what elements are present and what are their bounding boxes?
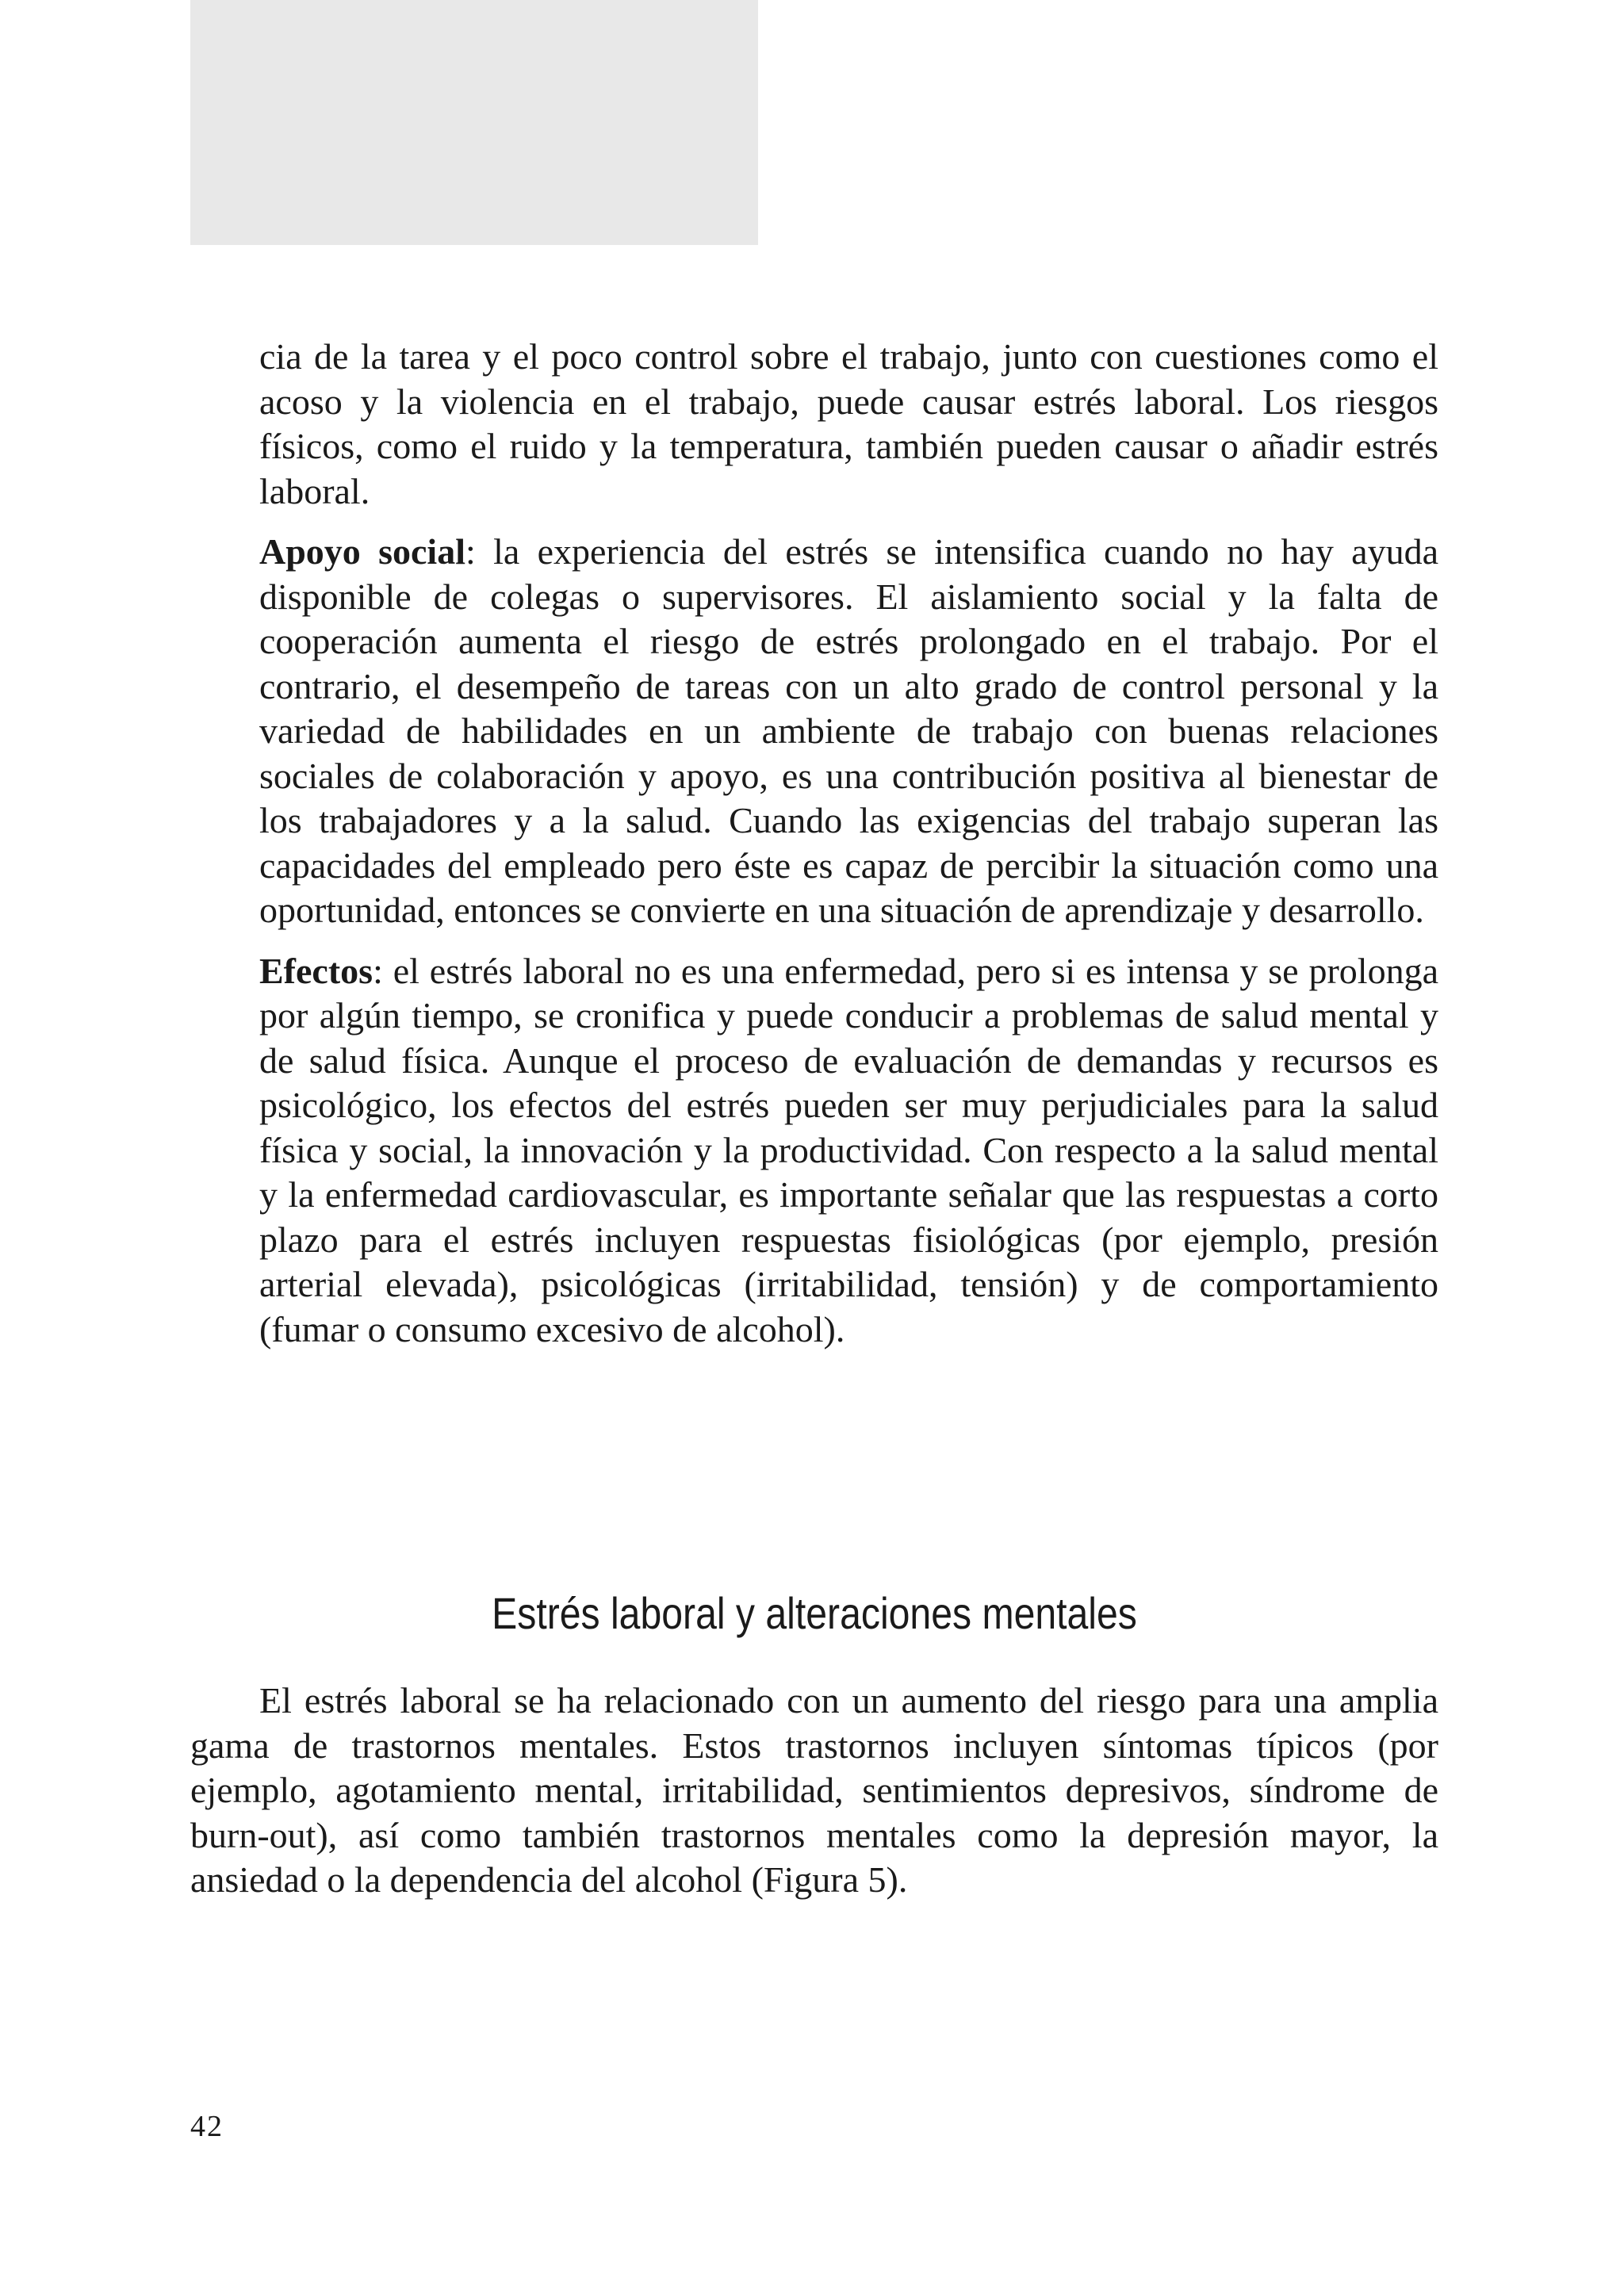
text-efectos: : el estrés laboral no es una enfermedad, pero si es intensa y se prolonga por algún tiempo, se cronifica y puede conducir a problemas de salud mental y de salud física. Aunque el proceso de evaluación de demandas y recursos es psicológico, los efectos del estrés pueden ser muy perjudiciales para la salud física y social, la innovación y la productividad. Con respecto a la salud mental y la enfermedad cardiovascular, es importante señalar que las respuestas a corto plazo para el estrés incluyen respuestas fisiológicas (por ejemplo, presión arterial elevada), psicológicas (irritabilidad, tensión) y de comportamiento (fumar o consumo excesivo de alcohol). <box>259 950 1438 1349</box>
term-efectos: Efectos <box>259 950 373 991</box>
section-intro-paragraph: El estrés laboral se ha relacionado con un aumento del riesgo para una amplia gama de trastornos mentales. Estos trastornos incluyen síntomas típicos (por ejemplo, agotamiento mental, irritabilidad, sentimientos depresivos, síndrome de burn-out), así como también trastornos mentales como la depresión mayor, la ansiedad o la dependencia del alcohol (Figura 5). <box>190 1680 1438 1900</box>
paragraph-efectos <box>259 949 1438 1353</box>
text-apoyo-social: : la experiencia del estrés se intensifica cuando no hay ayuda disponible de colegas o supervisores. El aislamiento social y la falta de cooperación aumenta el riesgo de estrés prolongado en el trabajo. Por el contrario, el desempeño de tareas con un alto grado de control personal y la variedad de habilidades en un ambiente de trabajo con buenas relaciones sociales de colaboración y apoyo, es una contribución positiva al bienestar de los trabajadores y a la salud. Cuando las exigencias del trabajo superan las capacidades del empleado pero éste es capaz de percibir la situación como una oportunidad, entonces se convierte en una situación de aprendizaje y desarrollo. <box>259 531 1438 930</box>
paragraph-continuation: cia de la tarea y el poco control sobre el trabajo, junto con cuestiones como el acoso y la violencia en el trabajo, puede causar estrés laboral. Los riesgos físicos, como el ruido y la temperatura, también pueden causar o añadir estrés laboral. <box>259 336 1438 511</box>
header-gray-block <box>190 0 758 245</box>
section-heading: Estrés laboral y alteraciones mentales <box>492 1588 1137 1638</box>
body-text <box>259 335 1438 1368</box>
term-apoyo-social: Apoyo social <box>259 531 465 572</box>
paragraph-apoyo-social <box>259 530 1438 933</box>
page-number: 42 <box>190 2110 224 2143</box>
